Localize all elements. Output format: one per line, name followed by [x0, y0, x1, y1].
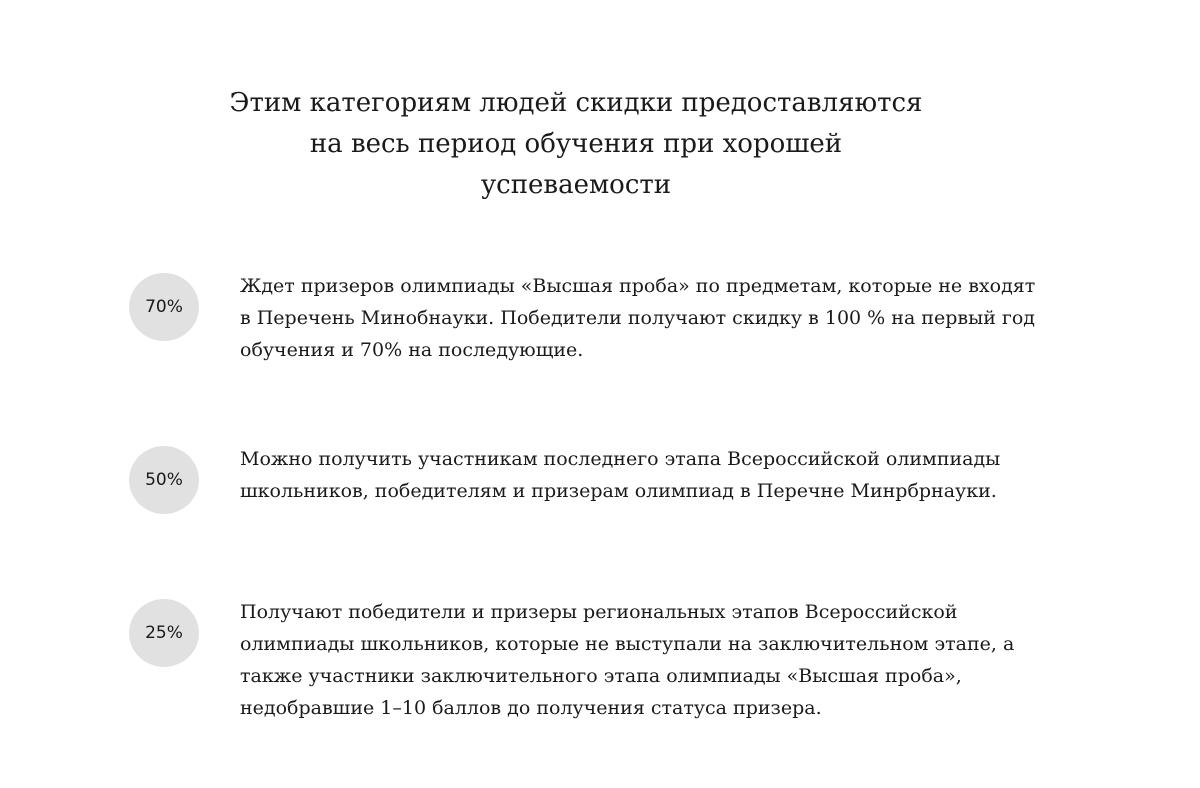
- heading-line: на весь период обучения при хорошей: [309, 129, 843, 160]
- description-line: Получают победители и призеры региональных этапов Всероссийской: [240, 601, 958, 623]
- discount-percent-badge: 50%: [129, 446, 199, 514]
- description-line: школьников, победителям и призерам олимпиад в Перечне Минрбрнауки.: [240, 480, 997, 502]
- section-heading: [226, 83, 926, 206]
- discount-percent-badge: 70%: [129, 273, 199, 341]
- discount-description: [240, 270, 1040, 366]
- description-line: олимпиады школьников, которые не выступали на заключительном этапе, а: [240, 633, 1015, 655]
- description-line: также участники заключительного этапа олимпиады «Высшая проба»,: [240, 665, 962, 687]
- description-line: обучения и 70% на последующие.: [240, 339, 584, 361]
- heading-line: Этим категориям людей скидки предоставляются: [229, 88, 923, 119]
- description-line: Ждет призеров олимпиады «Высшая проба» по предметам, которые не входят: [240, 275, 1036, 297]
- description-line: Можно получить участникам последнего этапа Всероссийской олимпиады: [240, 448, 1001, 470]
- description-line: в Перечень Минобнауки. Победители получают скидку в 100 % на первый год: [240, 307, 1035, 329]
- discount-description: [240, 443, 1040, 507]
- description-line: недобравшие 1–10 баллов до получения статуса призера.: [240, 697, 822, 719]
- discount-description: [240, 596, 1040, 724]
- heading-line: успеваемости: [480, 170, 672, 201]
- discount-percent-badge: 25%: [129, 599, 199, 667]
